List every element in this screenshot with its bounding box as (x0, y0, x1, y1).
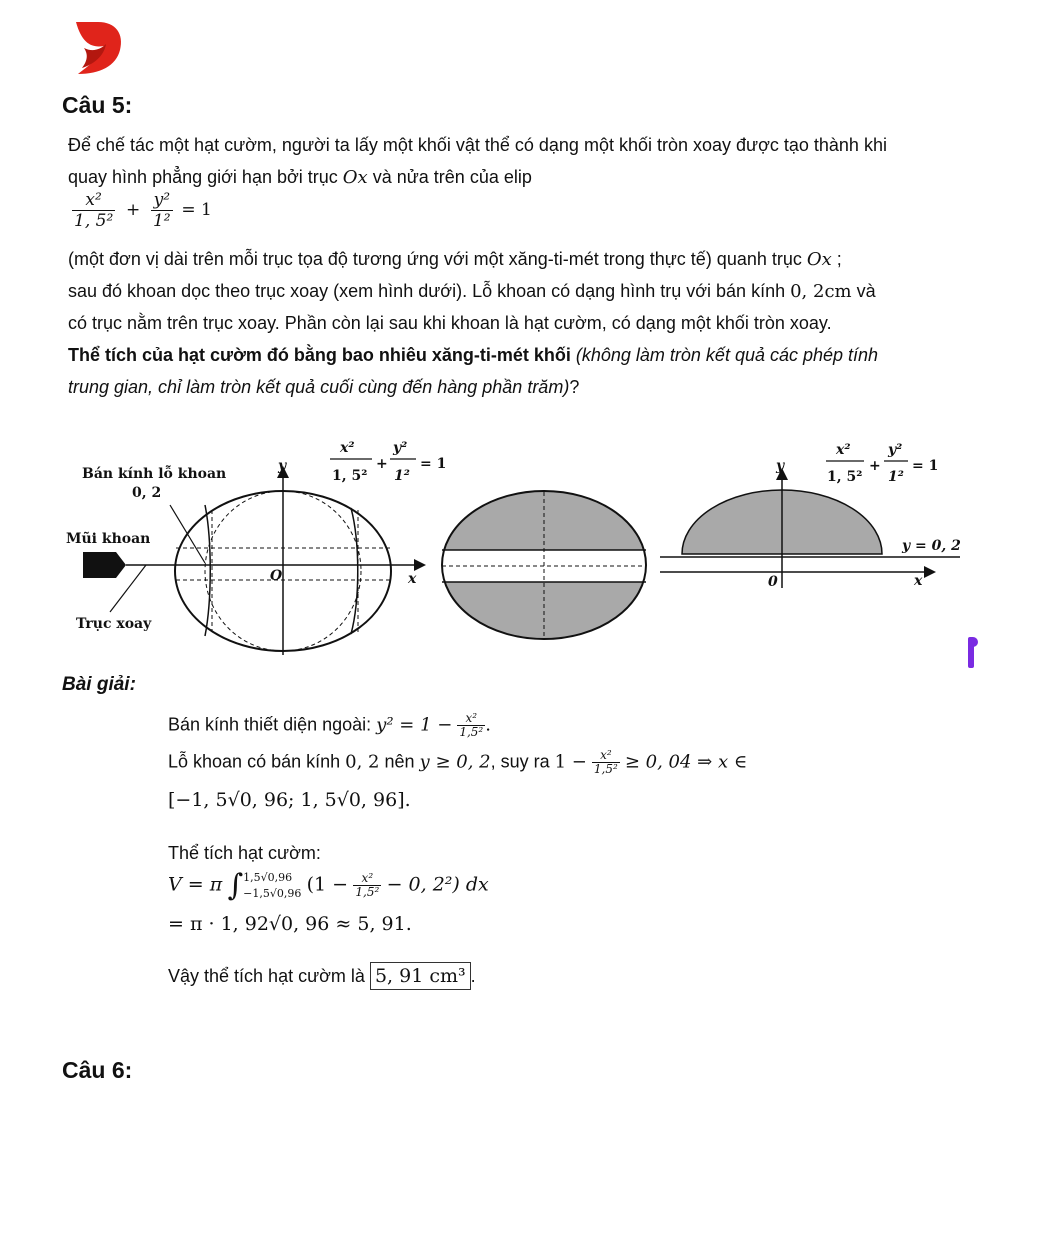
problem-figure (0, 430, 1062, 665)
fig3-eq-yden: 1² (888, 469, 904, 485)
brand-logo-icon (70, 18, 126, 76)
line-y-label: y = 0, 2 (902, 538, 961, 554)
question-6-title: Câu 6: (62, 1057, 133, 1083)
solution-line-7: Vậy thể tích hạt cườm là 5, 91 cm³ . (168, 962, 476, 990)
final-answer-box: 5, 91 cm³ (370, 962, 471, 990)
problem-line-6: Thể tích của hạt cườm đó bằng bao nhiêu xăng-ti-mét khối (không làm tròn kết quả các phép tính (68, 345, 879, 365)
problem-line-1: Để chế tác một hạt cườm, người ta lấy một khối vật thể có dạng một khối tròn xoay được tạo thành khi (68, 135, 887, 155)
solution-line-5: V = π ∫ 1,5√0,96 −1,5√0,96 (1 − $\frac{\text{x²}}{\text{1,5²}}$ − 0, 2²) dx (168, 868, 489, 903)
solution-line-6: = π · 1, 92√0, 96 ≈ 5, 91. (168, 913, 412, 935)
fig3-eq-xnum: x² (836, 442, 851, 458)
solution-title: Bài giải: (62, 674, 136, 695)
fig1-eq-rhs: = 1 (420, 456, 447, 472)
fig1-eq-yden: 1² (394, 468, 410, 484)
problem-line-2: quay hình phẳng giới hạn bởi trục Ox và nửa trên của elip (68, 167, 532, 188)
problem-line-7: trung gian, chỉ làm tròn kết quả cuối cùng đến hàng phần trăm)? (68, 377, 580, 397)
fig1-eq-xden: 1, 5² (332, 468, 368, 484)
origin3-label: 0 (768, 574, 778, 590)
label-drill-bit: Mũi khoan (66, 531, 151, 547)
axis-x-label: x (408, 571, 417, 587)
axis-y-label: y (278, 458, 287, 474)
problem-line-3: (một đơn vị dài trên mỗi trục tọa độ tương ứng với một xăng-ti-mét trong thực tế) quanh trục Ox ; (68, 249, 842, 270)
origin-label: O (270, 568, 283, 584)
problem-line-4: sau đó khoan dọc theo trục xoay (xem hình dưới). Lỗ khoan có dạng hình trụ với bán kính 0, 2cm và (68, 281, 876, 302)
label-drill-radius-value: 0, 2 (132, 485, 162, 501)
solution-line-4: Thể tích hạt cườm: (168, 843, 321, 863)
bookmark-marker-icon (968, 637, 974, 668)
fig3-eq-rhs: = 1 (912, 458, 939, 474)
solution-line-2: Lỗ khoan có bán kính 0, 2 nên y ≥ 0, 2, suy ra 1 − $\frac{\text{x²}}{\text{1,5²}}$ ≥ 0, 04 ⇒ x ∈ (168, 748, 748, 776)
question-5-title: Câu 5: (62, 92, 133, 118)
fig1-eq-xnum: x² (340, 440, 355, 456)
label-rotation-axis: Trục xoay (76, 616, 152, 632)
fig3-eq-xden: 1, 5² (827, 469, 863, 485)
fig1-eq-plus: + (376, 456, 388, 472)
ellipse-equation: $\frac{\text{x²}}{\text{1, 5²}}$ + $\frac{\text{y²}}{\text{1²}}$ = 1 (74, 190, 212, 231)
drill-bit-icon (83, 552, 126, 578)
problem-line-5: có trục nằm trên trục xoay. Phần còn lại sau khi khoan là hạt cườm, có dạng một khối tròn xoay. (68, 313, 832, 333)
fig3-eq-plus: + (869, 458, 881, 474)
axis3-y-label: y (776, 458, 785, 474)
solution-line-3: [−1, 5√0, 96; 1, 5√0, 96]. (168, 789, 411, 811)
solution-line-1: Bán kính thiết diện ngoài: y² = 1 − $\frac{\text{x²}}{\text{1,5²}}$ . (168, 711, 491, 739)
axis3-x-label: x (914, 573, 923, 589)
fig1-eq-ynum: y² (393, 440, 408, 456)
fig3-eq-ynum: y² (888, 442, 903, 458)
label-drill-radius: Bán kính lỗ khoan (82, 466, 227, 482)
